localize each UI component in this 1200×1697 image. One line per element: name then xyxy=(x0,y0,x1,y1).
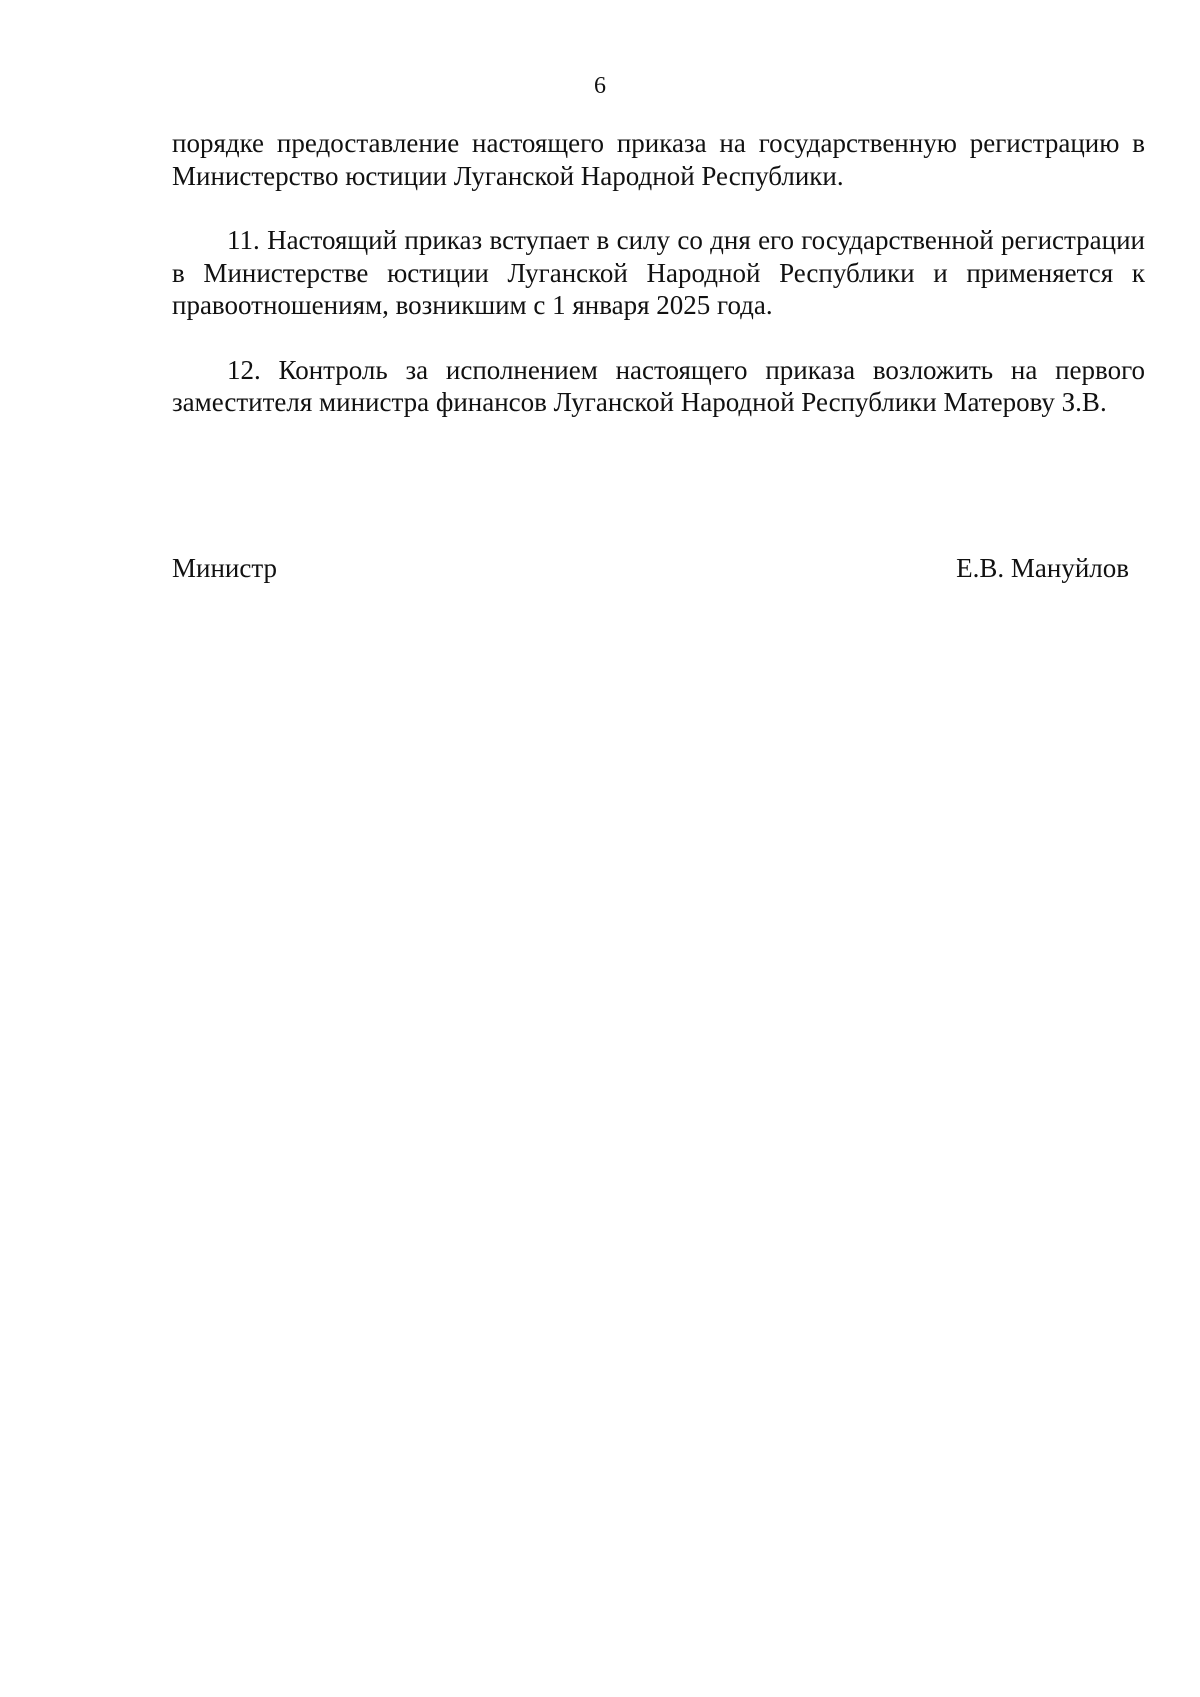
document-body xyxy=(172,127,1145,419)
paragraph-12: 12. Контроль за исполнением настоящего приказа возложить на первого заместителя министра финансов Луганской Народной Республики Матерову З.В. xyxy=(172,354,1145,417)
signatory-position: Министр xyxy=(172,553,277,583)
paragraph-11: 11. Настоящий приказ вступает в силу со дня его государственной регистрации в Министерстве юстиции Луганской Народной Республики и применяется к правоотношениям, возникшим с 1 января 2025 года. xyxy=(172,225,1145,320)
page-number: 6 xyxy=(594,73,606,99)
signatory-name: Е.В. Мануйлов xyxy=(956,553,1129,583)
paragraph-continuation: порядке предоставление настоящего приказа на государственную регистрацию в Министерство юстиции Луганской Народной Республики. xyxy=(172,128,1145,191)
signature-block xyxy=(172,552,1129,584)
